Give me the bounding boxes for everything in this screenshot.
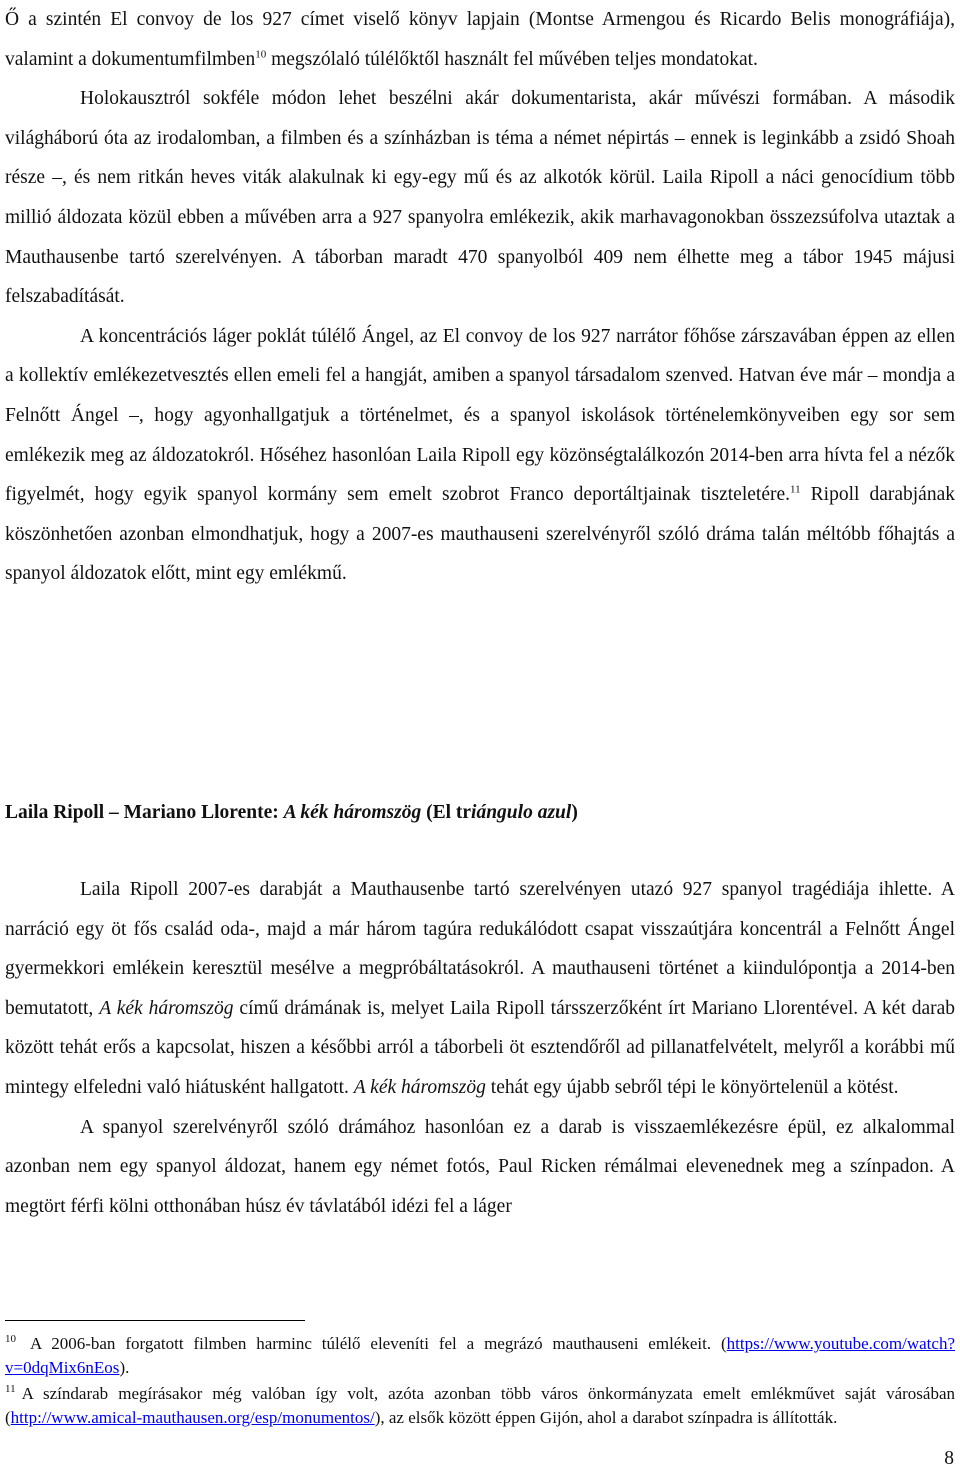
footnote-link[interactable]: http://www.amical-mauthausen.org/esp/monumentos/ <box>10 1408 375 1427</box>
section-title-open: (El tr <box>421 802 472 823</box>
paragraph-4-italic-b: A kék háromszög <box>353 1076 486 1098</box>
footnote-number: 10 <box>5 1333 16 1346</box>
footnote-ref-11[interactable]: 11 <box>790 483 801 496</box>
section-title-authors: Laila Ripoll – Mariano Llorente: <box>5 802 284 823</box>
document-page <box>5 0 955 1427</box>
footnote-ref-10[interactable]: 10 <box>255 48 267 61</box>
paragraph-4-text-c: tehát egy újabb sebről tépi le könyörtelenül a kötést. <box>485 1076 899 1098</box>
page-number: 8 <box>944 1448 954 1469</box>
paragraph-3-text-end: Ripoll darabjának köszönhetően azonban elmondhatjuk, hogy a 2007-es mauthauseni szerelvényről szóló dráma talán méltóbb főhajtás a spanyol áldozatok előtt, mint egy emlékmű. <box>5 484 955 585</box>
paragraph-4-text-b: című drámának is, melyet Laila Ripoll társszerzőként írt Mariano Llorentével. A két darab között tehát erős a kapcsolat, hiszen a későbbi arról a táborbeli öt esztendőről ad pillanatfelvételt, melyről a korábbi mű mintegy elfeledni való hiátusként hallgatott. <box>5 997 955 1098</box>
footnote-11 <box>5 1382 955 1430</box>
section-title-work-es: iángulo azul <box>471 802 572 823</box>
section-title-work-hu: A kék háromszög <box>283 802 422 823</box>
paragraph-3 <box>5 317 955 594</box>
section-body <box>5 870 955 1226</box>
footnote-text-end: ). <box>119 1358 130 1377</box>
paragraph-1-text-end: megszólaló túlélőktől használt fel művében teljes mondatokat. <box>266 48 758 70</box>
footnote-10 <box>5 1332 955 1380</box>
footnote-text: A 2006-ban forgatott filmben harminc túlélő eleveníti fel a megrázó mauthauseni emlékeit. ( <box>30 1334 727 1353</box>
paragraph-3-text: A koncentrációs láger poklát túlélő Ángel, az El convoy de los 927 narrátor főhőse zárszavában éppen az ellen a kollektív emlékezetvesztés ellen emeli fel a hangját, amiben a spanyol társadalom szenved. Hatvan éve már – mondja a Felnőtt Ángel –, hogy agyonhallgatjuk a történelmet, és a spanyol iskolások történelemkönyveiben egy sor sem emlékezik meg az áldozatokról. Hőséhez hasonlóan Laila Ripoll egy közönségtalálkozón 2014-ben arra hívta fel a nézők figyelmét, hogy egyik spanyol kormány sem emelt szobrot Franco deportáltjainak tiszteletére. <box>5 325 955 506</box>
paragraph-5: A spanyol szerelvényről szóló drámához hasonlóan ez a darab is visszaemlékezésre épül, ez alkalommal azonban nem egy spanyol áldozat, hanem egy német fotós, Paul Ricken rémálmai elevenednek meg a színpadon. A megtört férfi kölni otthonában húsz év távlatából idézi fel a láger <box>5 1116 955 1217</box>
footnote-text-end: ), az elsők között éppen Gijón, ahol a darabot színpadra is állították. <box>374 1408 838 1427</box>
paragraph-4-text-a: Laila Ripoll 2007-es darabját a Mauthausenbe tartó szerelvényen utazó 927 spanyol tragédiája ihlette. A narráció egy öt fős család oda-, majd a már három tagúra redukálódott csapat visszaútjára koncentrál a Felnőtt Ángel gyermekkori emlékein keresztül mesélve a megpróbáltatásokról. A mauthauseni történet a kiindulópontja a 2014-ben bemutatott, <box>5 879 955 1019</box>
footnote-link[interactable]: https://www.youtube.com/watch?v=0dqMix6nEos <box>5 1334 955 1377</box>
footnote-text: A színdarab megírásakor még valóban így volt, azóta azonban több város önkormányzata emelt emlékművet saját városában ( <box>5 1384 955 1427</box>
section-title <box>5 793 955 832</box>
paragraph-4-italic-a: A kék háromszög <box>99 997 234 1019</box>
paragraph-4 <box>5 870 955 1108</box>
paragraph-1 <box>5 0 955 79</box>
footnote-number: 11 <box>5 1383 16 1396</box>
paragraph-2: Holokausztról sokféle módon lehet beszélni akár dokumentarista, akár művészi formában. A második világháború óta az irodalomban, a filmben és a színházban is téma a német népirtás – ennek is leginkább a zsidó Shoah része –, és nem ritkán heves viták alakulnak ki egy-egy mű és az alkotók körül. Laila Ripoll a náci genocídium több millió áldozata közül ebben a művében arra a 927 spanyolra emlékezik, akik marhavagonokban összezsúfolva utaztak a Mauthausenbe tartó szerelvényen. A táborban maradt 470 spanyolból 409 nem élhette meg a tábor 1945 májusi felszabadítását. <box>5 88 955 308</box>
paragraph-1-text: Ő a szintén El convoy de los 927 címet viselő könyv lapjain (Montse Armengou és Ricardo Belis monográfiája), valamint a dokumentumfilmben <box>5 9 955 70</box>
footnote-separator <box>5 1320 305 1321</box>
section-title-close: ) <box>571 802 578 823</box>
